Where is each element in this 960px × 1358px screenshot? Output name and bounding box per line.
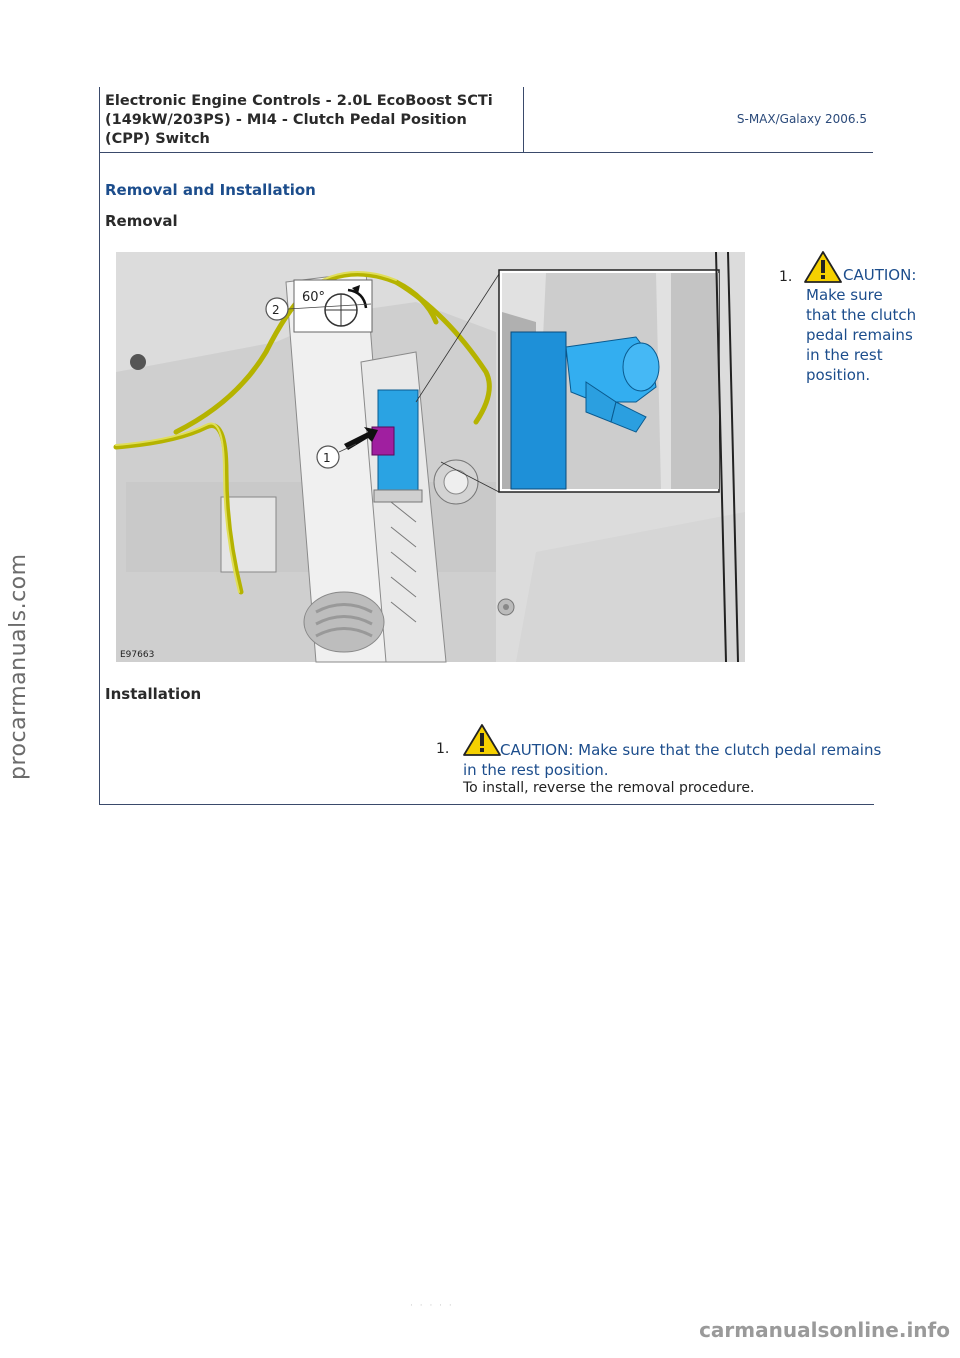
page-title (105, 92, 515, 149)
figure-illustration (116, 252, 745, 662)
page-footer: · · · · · (410, 1301, 454, 1311)
installation-instruction: To install, reverse the removal procedure. (463, 780, 755, 796)
vehicle-model: S-MAX/Galaxy 2006.5 (736, 112, 867, 126)
figure-angle-label: 60° (302, 290, 326, 305)
caution-line-5: in the rest (806, 346, 883, 364)
watermark-left: procarmanuals.com (6, 553, 31, 780)
caution-line-6: position. (806, 366, 871, 384)
caution-line-3: that the clutch (806, 306, 917, 324)
removal-step-number: 1. (779, 269, 793, 285)
title-line-3: (CPP) Switch (105, 131, 210, 147)
removal-heading: Removal (105, 212, 178, 230)
figure-callout-1: 1 (323, 451, 331, 465)
removal-caution-text (806, 265, 917, 395)
watermark-bottom: carmanualsonline.info (699, 1318, 950, 1342)
figure-code: E97663 (120, 650, 155, 660)
removal-figure (116, 252, 745, 662)
section-title: Removal and Installation (105, 181, 316, 199)
header (99, 87, 873, 153)
title-line-1: Electronic Engine Controls - 2.0L EcoBoost SCTi (105, 93, 493, 109)
caution-line-1: CAUTION: (843, 266, 917, 284)
installation-heading: Installation (105, 685, 202, 703)
header-divider (523, 87, 524, 152)
installation-step-number: 1. (436, 741, 450, 757)
installation-caution (463, 741, 882, 763)
installation-caution-continued: in the rest position. (463, 761, 609, 779)
figure-callout-2: 2 (272, 303, 280, 317)
title-line-2: (149kW/203PS) - MI4 - Clutch Pedal Position (105, 112, 467, 128)
caution-line-4: pedal remains (806, 326, 913, 344)
installation-caution-text: CAUTION: Make sure that the clutch pedal remains (500, 741, 882, 759)
caution-line-2: Make sure (806, 286, 883, 304)
